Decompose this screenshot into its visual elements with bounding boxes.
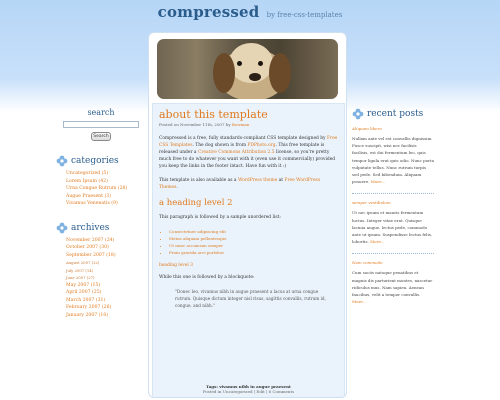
post-meta [159, 122, 338, 127]
left-sidebar [56, 108, 146, 319]
archive-link[interactable]: September 2007 (18) [66, 252, 116, 258]
divider [352, 253, 434, 254]
categories-list [66, 170, 146, 208]
paragraph-text: at [277, 178, 285, 183]
recent-posts-heading-label: recent posts [367, 109, 424, 119]
recent-post-text: Cum sociis natoque penatibus et magnis dis parturient montes, nascetur ridiculus mus. Nam sapien. Aenean faucibus, velit a tempor convallis. [352, 270, 433, 298]
categories-heading-label: categories [71, 156, 119, 166]
category-link[interactable]: Urna Congue Rutrum (28) [66, 186, 128, 191]
category-link[interactable]: Vivamus Venenatis (9) [66, 201, 118, 206]
site-title[interactable]: compressed [157, 3, 260, 21]
flower-icon [352, 108, 364, 120]
list-intro: This paragraph is followed by a sample unordered list: [159, 215, 281, 220]
archive-link[interactable]: February 2007 (26) [66, 305, 112, 310]
category-link[interactable]: Augue Praesent (3) [66, 193, 111, 199]
search-button[interactable]: Search [91, 132, 111, 141]
post-meta-prefix: Posted on November 11th, 2007 by [159, 122, 232, 127]
recent-post-title[interactable]: Aliquam libero [352, 126, 382, 131]
post-body [159, 135, 338, 309]
archive-link[interactable]: June 2007 (27) [66, 275, 95, 280]
recent-post-text: Ut nec ipsum et mauris fermentum luctus. Integer vitae erat. Quisque lacinia augue, lectus pede, commodo ante ut ipsum. Suspendisse lectus felis, lobortis. [352, 210, 433, 245]
post-paragraph [159, 135, 338, 170]
post-footer-meta[interactable]: Posted in Uncategorized | Edit | 6 Comments [202, 389, 295, 394]
more-link[interactable]: More... [352, 299, 367, 305]
sample-list [169, 228, 338, 256]
archive-link[interactable]: March 2007 (31) [66, 297, 106, 303]
archive-link[interactable]: October 2007 (30) [66, 245, 109, 250]
post-author-link[interactable]: Bowman [231, 122, 250, 127]
categories-heading [56, 155, 146, 167]
list-item: • Metus aliquam pellentesque [169, 235, 338, 242]
blockquote: "Donec leo, vivamus nibh in augue praesent a lacus at urna congue rutrum. Quisque dictum integer nisl risus, sagittis convallis, rutrum id, congue, and nibh." [175, 289, 326, 308]
post-tags[interactable]: Tags: vivamus nibh in augue praesent [206, 384, 291, 389]
category-link[interactable]: Uncategorized (5) [66, 171, 109, 176]
quote-intro: While this one is followed by a blockquote: [159, 275, 255, 280]
post-paragraph [159, 177, 338, 191]
recent-post-text: Nullam ante vel est convallis dignissim. Fusce suscipit, wisi nec facilisis facilisis, est dui fermentum leo, quis tempor ligula erat quis odio. Nunc porta vulputate tellus. Nunc rutrum turpis sed pede. Sed bibendum. Aliquam posuere. [352, 136, 434, 185]
search-input[interactable] [63, 121, 139, 128]
flower-icon [56, 222, 68, 234]
paragraph-text: . The dog shown is from [192, 143, 248, 148]
site-header [0, 2, 500, 21]
recent-post-title[interactable]: Nam commodo [352, 260, 383, 266]
category-link[interactable]: Lorem Ipsum (42) [66, 178, 108, 184]
paragraph-text: . This free template is released under a [159, 143, 325, 155]
post-footer [153, 384, 344, 394]
creative-commons-link[interactable]: Creative Commons Attribution 2.5 [197, 150, 275, 155]
heading-level-3: heading level 3 [159, 263, 193, 268]
divider [352, 193, 434, 194]
post-title[interactable]: about this template [159, 108, 268, 121]
recent-post [352, 260, 434, 305]
archive-link[interactable]: August 2007 (22) [66, 260, 100, 265]
free-css-templates-link[interactable]: Free CSS Templates [159, 136, 338, 148]
paragraph-text: Compressed is a free, fully standards-compliant CSS template designed by [159, 136, 327, 141]
archive-link[interactable]: May 2007 (15) [66, 282, 101, 288]
flower-icon [56, 155, 68, 167]
free-wordpress-themes-link[interactable]: Free WordPress Themes [159, 178, 321, 190]
archives-heading [56, 222, 146, 234]
archive-link[interactable]: July 2007 (14) [66, 267, 94, 273]
recent-posts-heading [352, 108, 434, 120]
search-heading: search [87, 108, 115, 117]
recent-post-excerpt [352, 269, 434, 305]
pdphoto-link[interactable]: PDPhoto.org [247, 143, 276, 148]
more-link[interactable]: More... [370, 239, 385, 245]
archive-link[interactable]: November 2007 (24) [66, 237, 115, 243]
recent-post [352, 200, 434, 245]
archives-list [66, 237, 146, 320]
main-column [148, 32, 347, 398]
paragraph-text: . [176, 185, 178, 190]
archive-link[interactable]: January 2007 (10) [66, 312, 109, 318]
heading-level-2: a heading level 2 [159, 198, 233, 208]
list-item: • Ut nunc accumsan semper [169, 242, 338, 249]
paragraph-text: license, so you're pretty much free to do whatever you want with it (even use it commercially) provided you keep the links in the footer intact. Have fun with it :) [159, 150, 336, 169]
list-item: • Consectetuer adipiscing elit [169, 228, 338, 235]
site-tagline: by free-css-templates [266, 11, 343, 19]
right-sidebar [352, 108, 434, 305]
recent-post-title[interactable]: semper vestibulum [352, 200, 391, 206]
paragraph-text: This template is also available as a [159, 178, 238, 183]
post-content [152, 103, 345, 398]
recent-post-excerpt [352, 135, 434, 185]
recent-post [352, 126, 434, 185]
list-item: • Proin gravida orci porttitor [169, 249, 338, 256]
dog-photo [157, 39, 338, 99]
more-link[interactable]: More... [370, 179, 386, 185]
archive-link[interactable]: April 2007 (25) [66, 290, 102, 295]
recent-post-excerpt [352, 209, 434, 245]
archives-heading-label: archives [71, 222, 110, 233]
wordpress-theme-link[interactable]: WordPress theme [237, 178, 278, 183]
